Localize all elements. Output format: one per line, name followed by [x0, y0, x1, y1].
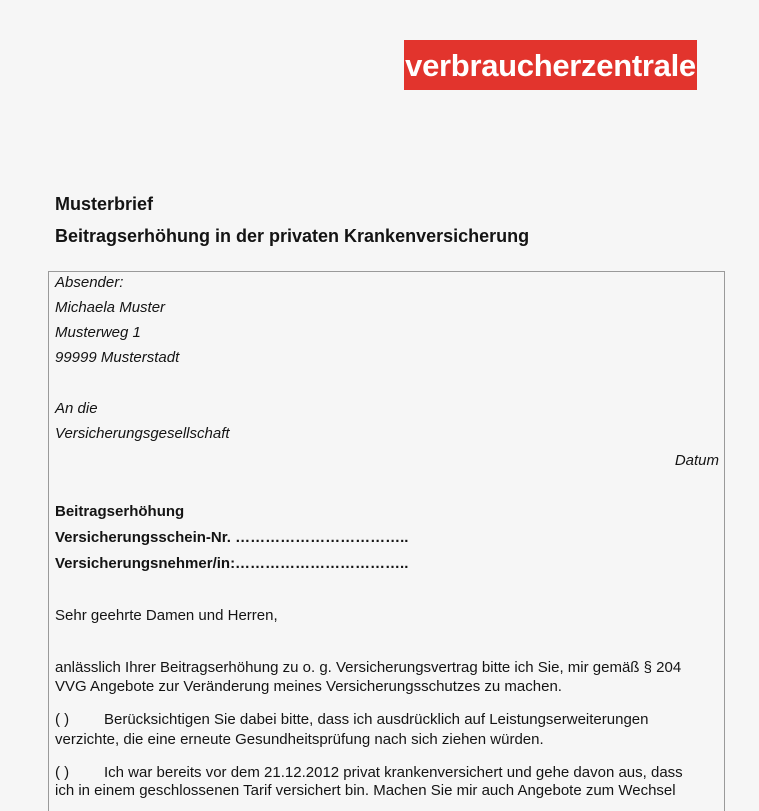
sender-city: 99999 Musterstadt — [55, 349, 180, 366]
option2-text-line: ich in einem geschlossenen Tarif versichert bin. Machen Sie mir auch Angebote zum Wechsel — [55, 782, 676, 799]
policy-number-line: Versicherungsschein-Nr. …………………………….. — [55, 529, 409, 546]
option2-checkbox: ( ) — [55, 764, 70, 781]
sender-street: Musterweg 1 — [55, 324, 141, 341]
sender-name: Michaela Muster — [55, 299, 166, 316]
body-paragraph-line: anlässlich Ihrer Beitragserhöhung zu o. g. Versicherungsvertrag bitte ich Sie, mir gemäß § 204 — [55, 659, 682, 676]
verbraucherzentrale-logo: verbraucherzentrale — [404, 40, 697, 90]
recipient-line1: An die — [55, 400, 98, 417]
document-subtitle: Beitragserhöhung in der privaten Krankenversicherung — [55, 226, 530, 246]
body-paragraph-line: VVG Angebote zur Veränderung meines Versicherungsschutzes zu machen. — [55, 678, 562, 695]
option1-text-line: verzichte, die eine erneute Gesundheitsprüfung nach sich ziehen würden. — [55, 731, 544, 748]
subject-title: Beitragserhöhung — [55, 503, 185, 520]
option1-checkbox: ( ) — [55, 711, 70, 728]
recipient-company: Versicherungsgesellschaft — [55, 425, 230, 442]
sender-label: Absender: — [55, 274, 124, 291]
document-title: Musterbrief — [55, 194, 154, 214]
policy-holder-line: Versicherungsnehmer/in:…………………………….. — [55, 555, 409, 572]
option2-text-line: Ich war bereits vor dem 21.12.2012 privat krankenversichert und gehe davon aus, dass — [104, 764, 683, 781]
salutation: Sehr geehrte Damen und Herren, — [55, 607, 278, 624]
date-label: Datum — [674, 452, 719, 469]
option1-text-line: Berücksichtigen Sie dabei bitte, dass ich ausdrücklich auf Leistungserweiterungen — [104, 711, 649, 728]
